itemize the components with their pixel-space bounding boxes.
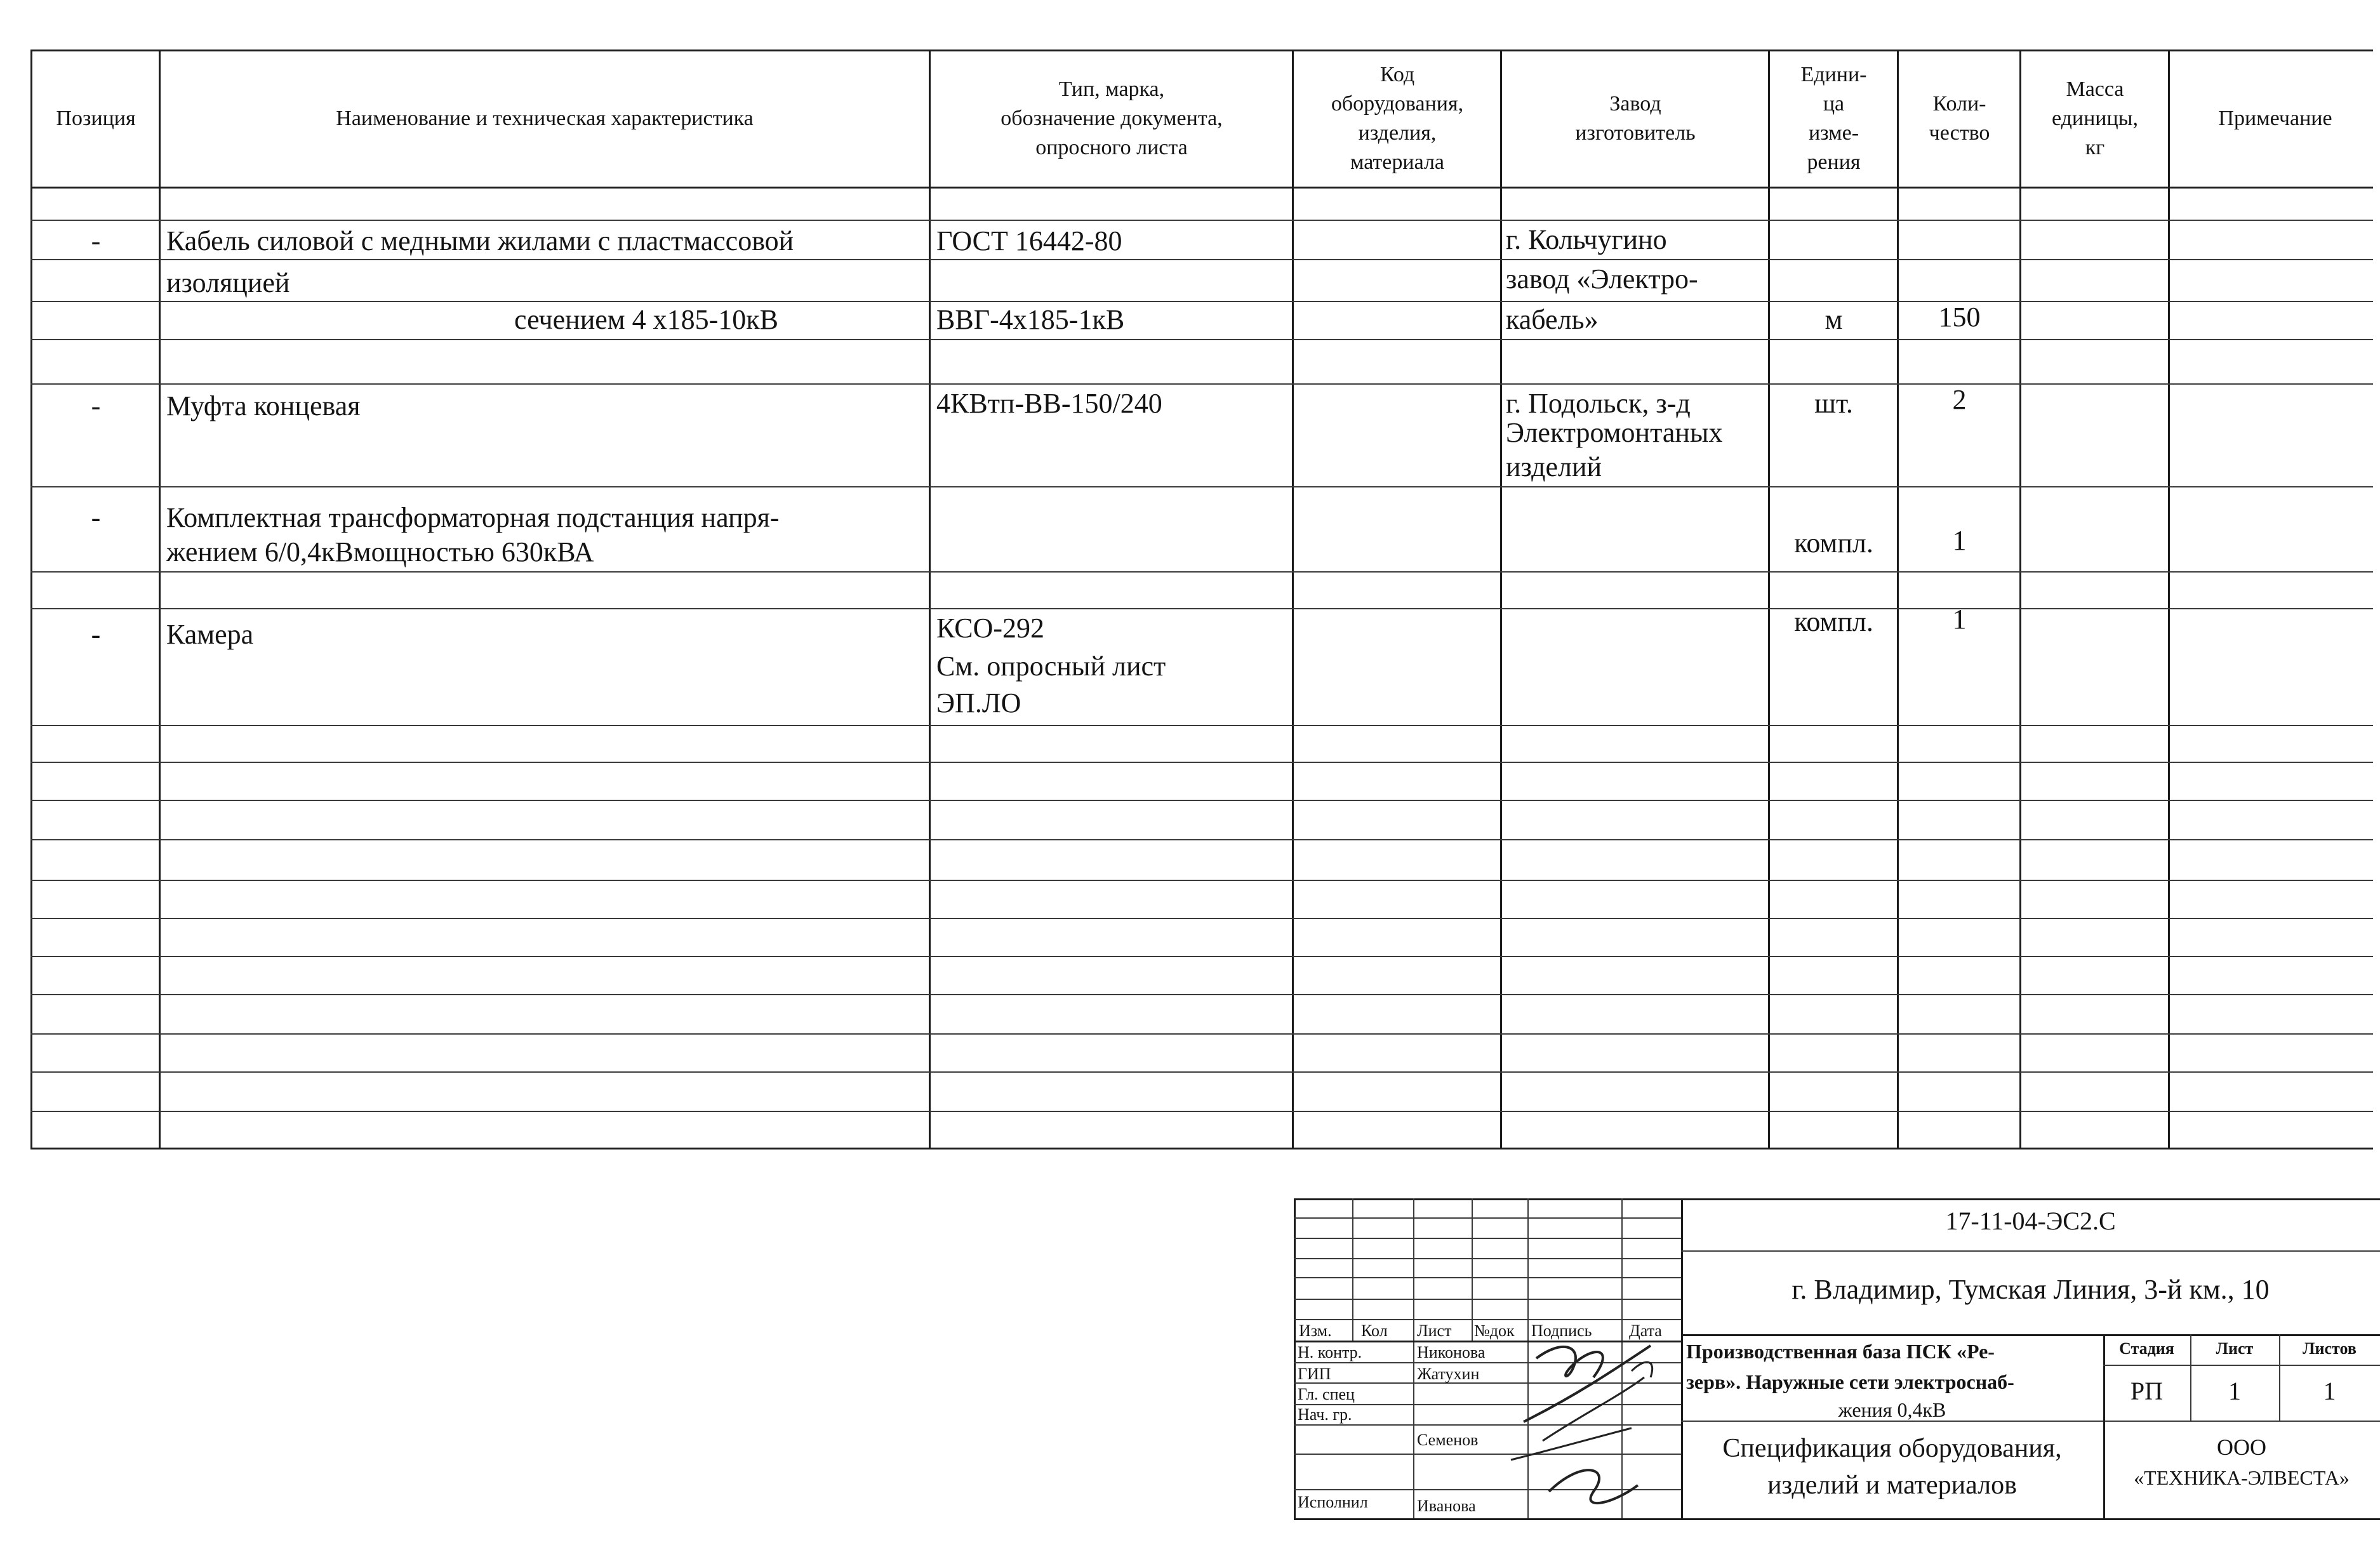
stamp-person: Никонова: [1417, 1343, 1486, 1361]
row-qty: 1: [1952, 525, 1967, 556]
header-name: Наименование и техническая характеристика: [336, 107, 754, 130]
row-maker: г. Кольчугино: [1506, 224, 1667, 255]
stamp-role: Гл. спец: [1298, 1385, 1355, 1403]
stamp-person: Семенов: [1417, 1431, 1479, 1449]
stage-label: Стадия: [2119, 1339, 2174, 1358]
row-name: сечением 4 х185-10кВ: [514, 304, 779, 335]
stamp-role: Исполнил: [1298, 1493, 1368, 1511]
row-maker: изделий: [1506, 451, 1602, 482]
row-name: Камера: [166, 619, 254, 650]
project-title: зерв». Наружные сети электроснаб-: [1686, 1370, 2014, 1393]
document-code: 17-11-04-ЭС2.С: [1945, 1207, 2116, 1235]
row-name: Комплектная трансформаторная подстанция напря-: [166, 502, 780, 533]
row-name: жением 6/0,4кВмощностью 630кВА: [166, 536, 594, 567]
row-type: ЭП.ЛО: [936, 687, 1021, 719]
sheets-label: Листов: [2303, 1339, 2357, 1358]
header-mass: Масса единицы, кг: [2051, 77, 2139, 159]
row-position: -: [91, 502, 101, 533]
row-unit: компл.: [1794, 606, 1873, 637]
stamp-col-label: Лист: [1417, 1321, 1452, 1340]
stamp-col-label: Дата: [1629, 1321, 1662, 1340]
row-type: 4КВтп-ВВ-150/240: [936, 388, 1162, 419]
project-title: жения 0,4кВ: [1838, 1398, 1946, 1421]
sheet-label: Лист: [2216, 1339, 2254, 1358]
row-unit: компл.: [1794, 527, 1873, 559]
stamp-person: Иванова: [1417, 1497, 1476, 1515]
header-note: Примечание: [2218, 107, 2332, 130]
stamp-role: Н. контр.: [1298, 1343, 1362, 1361]
organization-name: ООО: [2217, 1434, 2266, 1460]
stamp-role: ГИП: [1298, 1365, 1331, 1383]
stage-value: РП: [2130, 1377, 2164, 1405]
object-address: г. Владимир, Тумская Линия, 3-й км., 10: [1792, 1274, 2270, 1305]
project-title: Производственная база ПСК «Ре-: [1686, 1340, 1995, 1363]
row-qty: 2: [1952, 384, 1967, 415]
row-unit: м: [1825, 304, 1843, 335]
header-type: Тип, марка, обозначение документа, опросного листа: [1001, 77, 1223, 159]
row-maker: Электромонтаных: [1506, 417, 1723, 448]
stamp-col-label: №док: [1474, 1321, 1515, 1340]
stamp-role: Нач. гр.: [1298, 1405, 1352, 1424]
sheets-value: 1: [2323, 1377, 2336, 1405]
row-name: Муфта концевая: [166, 390, 361, 421]
stamp-col-label: Кол: [1361, 1321, 1388, 1340]
header-code: Код оборудования, изделия, материала: [1331, 63, 1464, 174]
row-name: Кабель силовой с медными жилами с пластмассовой: [166, 225, 794, 256]
row-type: ВВГ-4х185-1кВ: [936, 304, 1125, 335]
row-position: -: [91, 619, 101, 650]
drawing-title: Спецификация оборудования,: [1722, 1434, 2062, 1463]
row-maker: завод «Электро-: [1506, 263, 1698, 295]
row-name: изоляцией: [166, 267, 290, 298]
signatures-image: [1486, 1333, 1676, 1517]
organization-name: «ТЕХНИКА-ЭЛВЕСТА»: [2134, 1466, 2350, 1489]
stamp-person: Жатухин: [1417, 1365, 1480, 1383]
row-unit: шт.: [1814, 388, 1853, 419]
row-position: -: [91, 225, 101, 256]
header-unit: Едини- ца изме- рения: [1800, 63, 1867, 174]
sheet-value: 1: [2228, 1377, 2241, 1405]
drawing-title: изделий и материалов: [1767, 1471, 2017, 1500]
header-qty: Коли- чество: [1929, 92, 1990, 145]
header-maker: Завод изготовитель: [1575, 92, 1696, 145]
row-type: КСО-292: [936, 613, 1045, 644]
row-type: ГОСТ 16442-80: [936, 225, 1122, 256]
row-maker: г. Подольск, з-д: [1506, 388, 1691, 419]
row-position: -: [91, 390, 101, 421]
header-position: Позиция: [56, 107, 136, 130]
row-qty: 1: [1952, 604, 1967, 635]
stamp-col-label: Изм.: [1299, 1321, 1332, 1340]
stamp-col-label: Подпись: [1531, 1321, 1592, 1340]
row-maker: кабель»: [1506, 304, 1599, 335]
row-qty: 150: [1938, 301, 1981, 333]
row-type: См. опросный лист: [936, 651, 1166, 682]
